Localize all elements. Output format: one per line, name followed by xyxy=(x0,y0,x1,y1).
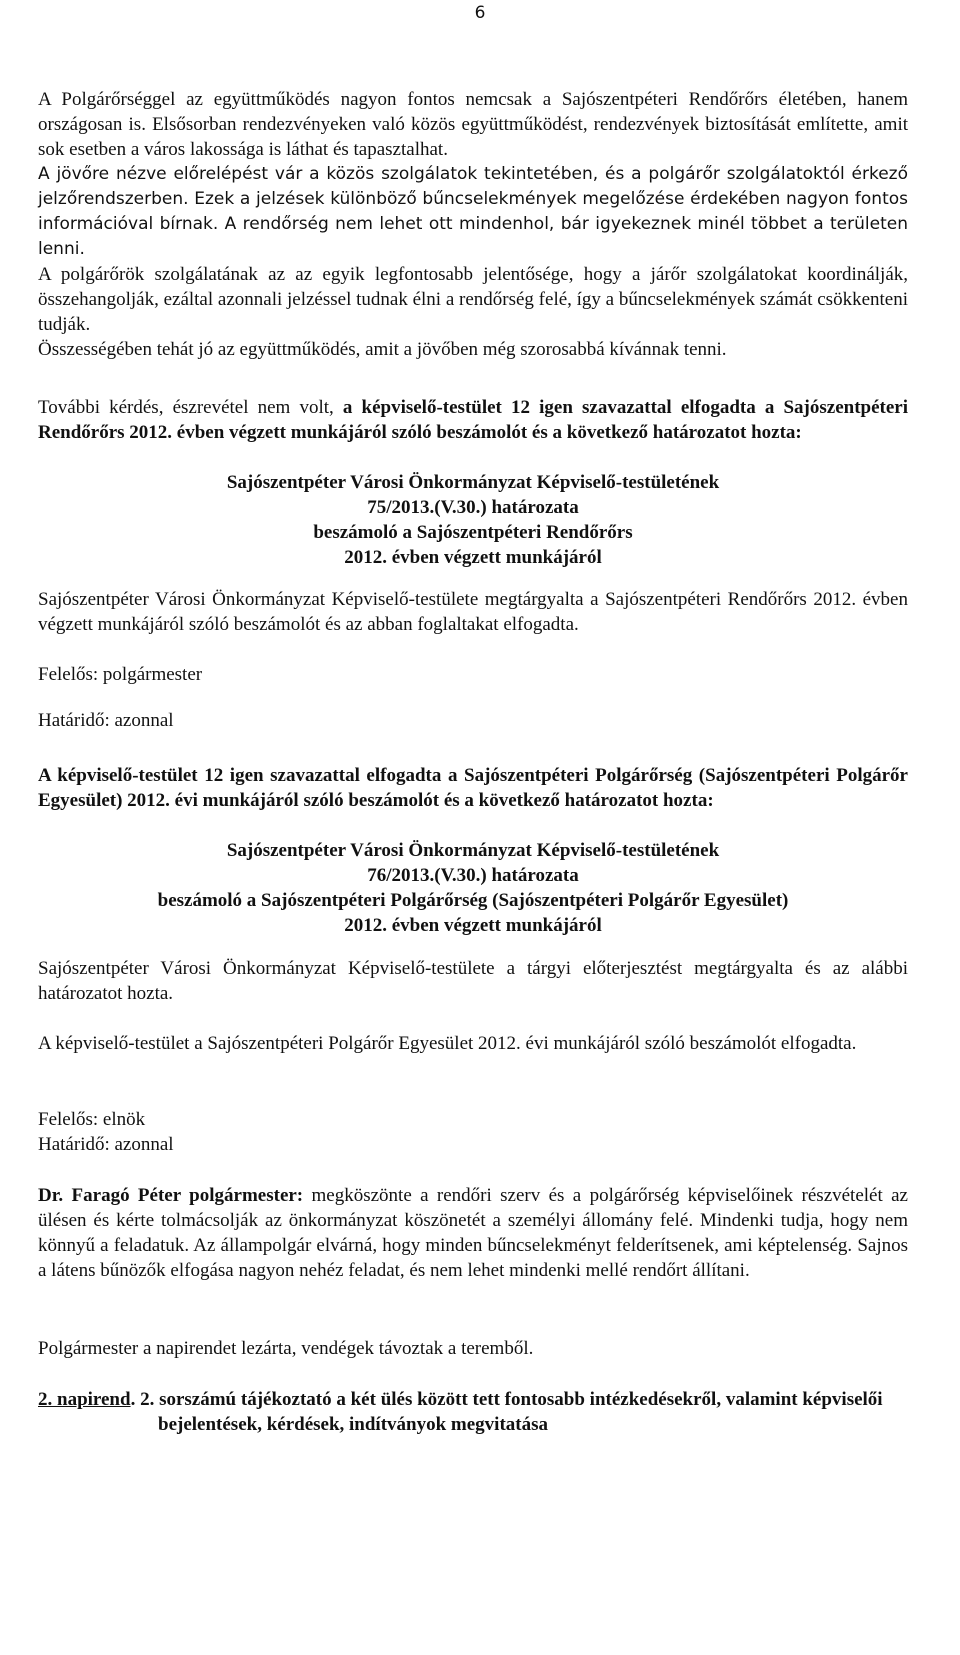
resolution-1-number: 75/2013.(V.30.) határozata xyxy=(367,497,579,518)
resolution-2-deadline: Határidő: azonnal xyxy=(38,1134,174,1155)
report-paragraph xyxy=(38,87,908,362)
vote-paragraph-1 xyxy=(38,395,908,445)
resolution-1-body-name: Sajószentpéter Városi Önkormányzat Képviselő-testületének xyxy=(226,472,720,493)
resolution-1-subject: beszámoló a Sajószentpéteri Rendőrőrs xyxy=(313,522,633,543)
paragraph-patrols: A polgárőrök szolgálatának az az egyik legfontosabb jelentősége, hogy a járőr szolgálatokat koordinálják, összehangolják, ezáltal azonnali jelzéssel tudnak élni a rendőrség felé, így a bűncselekmények számát csökkenteni tudják. xyxy=(38,264,908,335)
vote-1-bold: a képviselő-testület 12 igen szavazattal elfogadta a Sajószentpéteri Rendőrőrs 2012. évben végzett munkájáról szóló beszámolót és a következő határozatot hozta: xyxy=(38,397,909,443)
resolution-2-number: 76/2013.(V.30.) határozata xyxy=(367,865,579,886)
paragraph-cooperation: A Polgárőrséggel az együttműködés nagyon fontos nemcsak a Sajószentpéteri Rendőrőrs életében, hanem országosan is. Elsősorban rendezvényeken való közös együttműködést, rendezvények biztosítását említette, amit sok esetben a város lakossága is láthat és tapasztalhat. xyxy=(38,89,908,160)
closing-note: Polgármester a napirendet lezárta, vendégek távoztak a teremből. xyxy=(38,1338,534,1359)
vote-paragraph-2: A képviselő-testület 12 igen szavazattal elfogadta a Sajószentpéteri Polgárőrség (Sajószentpéteri Polgárőr Egyesület) 2012. évi munkájáról szóló beszámolót és a következő határozatot hozta: xyxy=(38,765,908,811)
resolution-2-header xyxy=(38,838,908,938)
resolution-2-subject: beszámoló a Sajószentpéteri Polgárőrség (Sajószentpéteri Polgárőr Egyesület) xyxy=(157,890,789,911)
mayor-text: megköszönte a rendőri szerv és a polgárőrség képviselőinek részvételét az ülésen és kérte tolmácsolják az önkormányzat köszönetét a személyi állomány felé. Mindenki tudja, hogy nem könnyű a feladatuk. Az állampolgár elvárná, hogy minden bűncselekményt felderítsenek, ami képtelenség. Sajnos a látens bűnözők elfogása nagyon nehéz feladat, és nem lehet mindenki mellé rendőrt állítani. xyxy=(38,1185,908,1281)
resolution-2-text: Sajószentpéter Városi Önkormányzat Képviselő-testülete a tárgyi előterjesztést megtárgyalta és az alábbi határozatot hozta. xyxy=(38,958,908,1004)
resolution-1-deadline: Határidő: azonnal xyxy=(38,710,174,731)
resolution-1-text: Sajószentpéter Városi Önkormányzat Képviselő-testülete megtárgyalta a Sajószentpéteri Rendőrőrs 2012. évben végzett munkájáról szóló beszámolót és az abban foglaltakat elfogadta. xyxy=(38,589,908,635)
agenda-2-label: 2. napirend xyxy=(38,1389,131,1410)
paragraph-summary: Összességében tehát jó az együttműködés, amit a jövőben még szorosabbá kívánnak tenni. xyxy=(38,339,727,360)
resolution-1-header xyxy=(38,470,908,570)
agenda-item-2 xyxy=(38,1387,908,1437)
vote-1-prefix: További kérdés, észrevétel nem volt, xyxy=(38,397,343,418)
mayor-speaker: Dr. Faragó Péter polgármester: xyxy=(38,1185,304,1206)
resolution-2-acceptance: A képviselő-testület a Sajószentpéteri Polgárőr Egyesület 2012. évi munkájáról szóló beszámolót elfogadta. xyxy=(38,1033,857,1054)
resolution-2-body-name: Sajószentpéter Városi Önkormányzat Képviselő-testületének xyxy=(226,840,720,861)
paragraph-future: A jövőre nézve előrelépést vár a közös szolgálatok tekintetében, és a polgárőr szolgálatoktól érkező jelzőrendszerben. Ezek a jelzések különböző bűncselekmények megelőzése érdekében nagyon fontos információval bírnak. A rendőrség nem lehet ott mindenhol, bár igyekeznek minél többet a területen lenni. xyxy=(38,164,908,259)
resolution-2-responsible: Felelős: elnök xyxy=(38,1109,146,1130)
page-number: 6 xyxy=(474,3,486,23)
resolution-1-responsible: Felelős: polgármester xyxy=(38,664,203,685)
mayor-statement xyxy=(38,1183,908,1283)
resolution-2-period: 2012. évben végzett munkájáról xyxy=(344,915,602,936)
resolution-1-period: 2012. évben végzett munkájáról xyxy=(344,547,602,568)
agenda-2-title: 2. sorszámú tájékoztató a két ülés között tett fontosabb intézkedésekről, valamint képviselői bejelentések, kérdések, indítványok megvitatása xyxy=(135,1389,883,1435)
agenda-2-dot: . xyxy=(130,1389,136,1410)
